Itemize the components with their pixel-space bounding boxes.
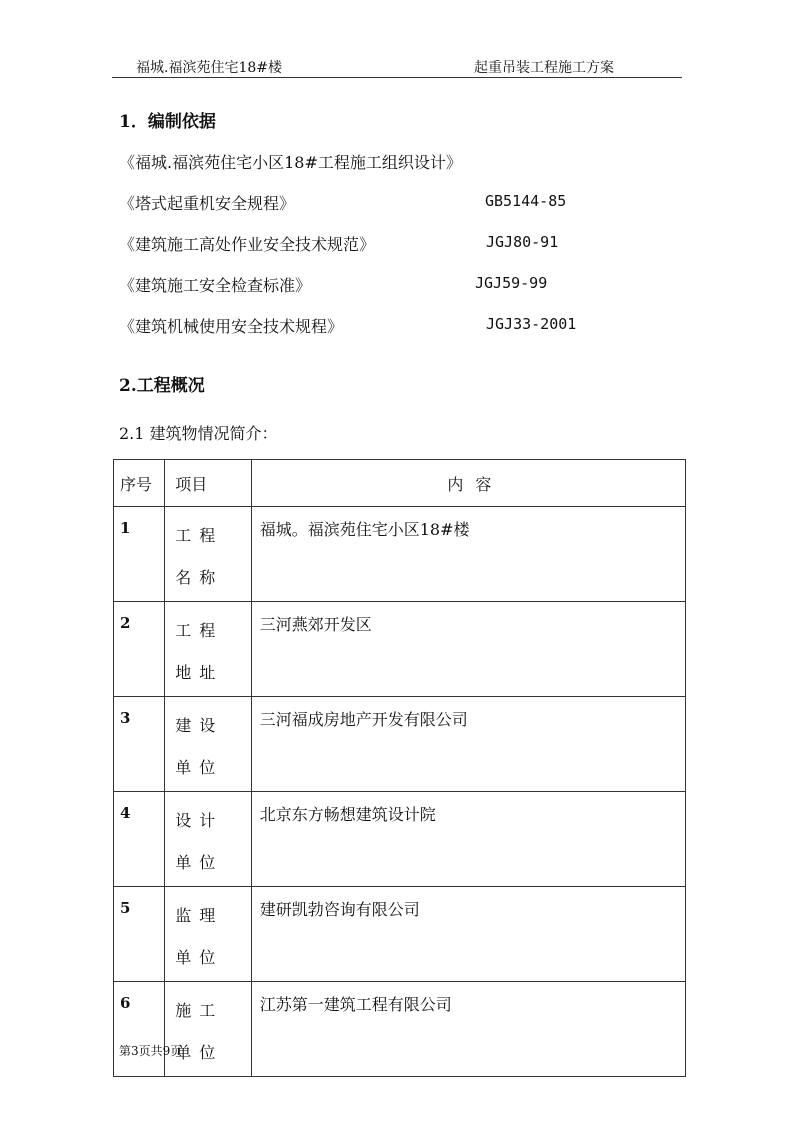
row-content: 三河福成房地产开发有限公司 — [251, 697, 685, 792]
header-no: 序号 — [114, 460, 165, 507]
row-content: 江苏第一建筑工程有限公司 — [251, 982, 685, 1077]
page-header-right: 起重吊装工程施工方案 — [474, 60, 614, 76]
row-item: 设计单位 — [165, 792, 251, 887]
table-row — [114, 792, 686, 887]
header-divider — [112, 77, 682, 78]
section-1-title: 1．编制依据 — [119, 112, 216, 132]
row-content: 三河燕郊开发区 — [251, 602, 685, 697]
table-row — [114, 602, 686, 697]
page-number: 第3页共9页 — [119, 1044, 183, 1058]
reference-item: 《建筑机械使用安全技术规程》 — [119, 317, 344, 336]
reference-code: JGJ33-2001 — [486, 315, 577, 333]
section-2-title: 2.工程概况 — [119, 376, 205, 396]
header-item: 项目 — [165, 460, 251, 507]
row-no: 1 — [114, 507, 165, 602]
reference-code: GB5144-85 — [485, 192, 567, 210]
reference-code: JGJ59-99 — [475, 274, 548, 292]
row-content: 北京东方畅想建筑设计院 — [251, 792, 685, 887]
reference-item: 《福城.福滨苑住宅小区18#工程施工组织设计》 — [119, 153, 462, 172]
section-2-1-subtitle: 2.1 建筑物情况简介： — [119, 424, 278, 443]
row-no: 2 — [114, 602, 165, 697]
page-header-left: 福城.福滨苑住宅18#楼 — [136, 60, 282, 76]
row-item: 监理单位 — [165, 887, 251, 982]
table-row — [114, 697, 686, 792]
building-info-table — [113, 459, 686, 1077]
table-row — [114, 982, 686, 1077]
header-content — [251, 460, 685, 507]
reference-item: 《建筑施工安全检查标准》 — [119, 276, 312, 295]
reference-code: JGJ80-91 — [486, 233, 559, 251]
row-no: 5 — [114, 887, 165, 982]
row-content: 福城。福滨苑住宅小区18#楼 — [251, 507, 685, 602]
reference-item: 《建筑施工高处作业安全技术规范》 — [119, 235, 376, 254]
row-no: 6 — [114, 982, 165, 1077]
header-content-a: 内 — [447, 474, 464, 494]
table-header-row — [114, 460, 686, 507]
row-item: 施工单位 — [165, 982, 251, 1077]
row-no: 4 — [114, 792, 165, 887]
row-item: 工程地址 — [165, 602, 251, 697]
row-content: 建研凯勃咨询有限公司 — [251, 887, 685, 982]
reference-item: 《塔式起重机安全规程》 — [119, 194, 296, 213]
row-item: 工程名称 — [165, 507, 251, 602]
table-row — [114, 887, 686, 982]
row-item: 建设单位 — [165, 697, 251, 792]
header-content-b: 容 — [475, 474, 492, 494]
table-row — [114, 507, 686, 602]
row-no: 3 — [114, 697, 165, 792]
